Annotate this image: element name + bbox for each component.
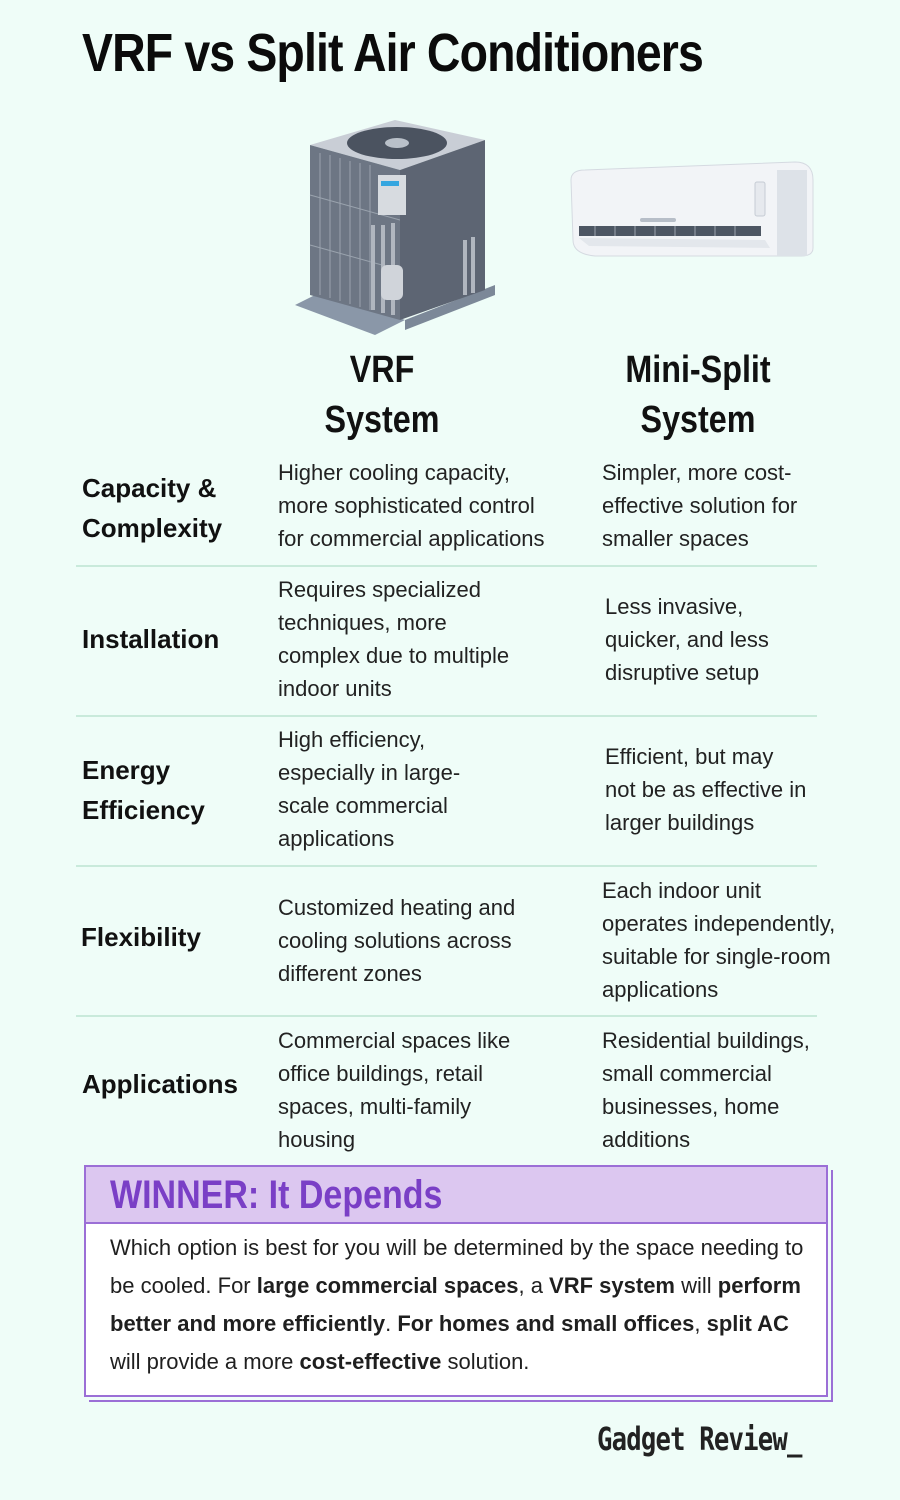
row-label-line: Installation: [82, 624, 220, 654]
cell-line: complex due to multiple: [278, 643, 510, 668]
summary-text: .: [385, 1311, 398, 1336]
cell-line: additions: [602, 1127, 691, 1152]
cell-line: effective solution for: [602, 493, 798, 518]
vrf-cell: [278, 573, 578, 705]
summary-text: ,: [694, 1311, 707, 1336]
cell-line: small commercial: [602, 1061, 772, 1086]
vrf-cell: [278, 1024, 578, 1156]
column-header-split-line1: Mini-Split: [625, 349, 771, 391]
row-label: [82, 750, 205, 830]
cell-line: applications: [602, 977, 719, 1002]
cell-line: Simpler, more cost-: [602, 460, 792, 485]
cell-line: cooling solutions across: [278, 928, 512, 953]
cell-line: Efficient, but may: [605, 744, 774, 769]
winner-header: [86, 1167, 826, 1224]
cell-line: office buildings, retail: [278, 1061, 484, 1086]
cell-line: for commercial applications: [278, 526, 545, 551]
summary-emphasis: perform better and more efficiently: [110, 1273, 801, 1336]
cell-line: spaces, multi-family: [278, 1094, 472, 1119]
summary-text: solution.: [441, 1349, 530, 1374]
vrf-cell: [278, 456, 578, 555]
cell-line: smaller spaces: [602, 526, 749, 551]
row-label: [82, 468, 222, 548]
cell-line: suitable for single-room: [602, 944, 831, 969]
column-header-split: [588, 345, 809, 445]
column-header-split-line2: System: [640, 399, 756, 441]
comparison-row-flexibility: [76, 867, 836, 1017]
row-label-line: Flexibility: [81, 922, 201, 952]
cell-line: not be as effective in: [605, 777, 807, 802]
winner-title: WINNER: It Depends: [110, 1173, 443, 1217]
split-cell: [602, 874, 862, 1006]
column-header-vrf-line2: System: [324, 399, 440, 441]
column-header-vrf: [272, 345, 493, 445]
split-cell: [602, 1024, 852, 1156]
cell-line: disruptive setup: [605, 660, 760, 685]
comparison-row-applications: [76, 1017, 817, 1157]
cell-line: especially in large-: [278, 760, 461, 785]
row-label-line: Energy: [82, 755, 171, 785]
row-label-line: Efficiency: [82, 795, 205, 825]
gadget-review-logo: Gadget Review_: [597, 1420, 802, 1458]
cell-line: applications: [278, 826, 395, 851]
vrf-unit-image: [295, 115, 495, 335]
cell-line: Commercial spaces like: [278, 1028, 511, 1053]
summary-text: , a: [518, 1273, 550, 1298]
split-cell: [605, 740, 855, 839]
summary-emphasis: For homes and small offices: [397, 1311, 695, 1336]
summary-emphasis: VRF system: [549, 1273, 675, 1298]
row-label-line: Applications: [82, 1069, 239, 1099]
vrf-cell: [278, 723, 578, 855]
split-cell: [602, 456, 852, 555]
summary-emphasis: large commercial spaces: [256, 1273, 519, 1298]
cell-line: High efficiency,: [278, 727, 426, 752]
cell-line: different zones: [278, 961, 422, 986]
cell-line: housing: [278, 1127, 356, 1152]
vrf-cell: [278, 891, 578, 990]
cell-line: indoor units: [278, 676, 392, 701]
winner-summary: [110, 1229, 810, 1381]
cell-line: Higher cooling capacity,: [278, 460, 510, 485]
winner-box: [84, 1165, 828, 1397]
cell-line: quicker, and less: [605, 627, 769, 652]
summary-text: Which option is best for you will be determined by the space needing to be cooled. For: [110, 1235, 804, 1298]
cell-line: scale commercial: [278, 793, 448, 818]
cell-line: Customized heating and: [278, 895, 516, 920]
row-label: [82, 619, 219, 659]
cell-line: operates independently,: [602, 911, 836, 936]
row-label: [81, 917, 201, 957]
comparison-row-energy-efficiency: [76, 717, 817, 867]
cell-line: Residential buildings,: [602, 1028, 810, 1053]
page-title: VRF vs Split Air Conditioners: [82, 23, 703, 83]
cell-line: more sophisticated control: [278, 493, 535, 518]
split-cell: [605, 590, 855, 689]
cell-line: businesses, home: [602, 1094, 780, 1119]
summary-text: will provide a more: [110, 1349, 300, 1374]
column-header-vrf-line1: VRF: [349, 349, 415, 391]
cell-line: Less invasive,: [605, 594, 744, 619]
cell-line: Requires specialized: [278, 577, 481, 602]
row-label-line: Capacity &: [82, 473, 217, 503]
comparison-row-installation: [76, 567, 817, 717]
row-label-line: Complexity: [82, 513, 223, 543]
summary-text: will: [675, 1273, 718, 1298]
cell-line: techniques, more: [278, 610, 447, 635]
summary-emphasis: split AC: [706, 1311, 789, 1336]
cell-line: Each indoor unit: [602, 878, 761, 903]
comparison-row-capacity: [76, 450, 817, 567]
cell-line: larger buildings: [605, 810, 755, 835]
row-label: [82, 1064, 238, 1104]
split-unit-image: [565, 160, 815, 260]
summary-emphasis: cost-effective: [299, 1349, 442, 1374]
